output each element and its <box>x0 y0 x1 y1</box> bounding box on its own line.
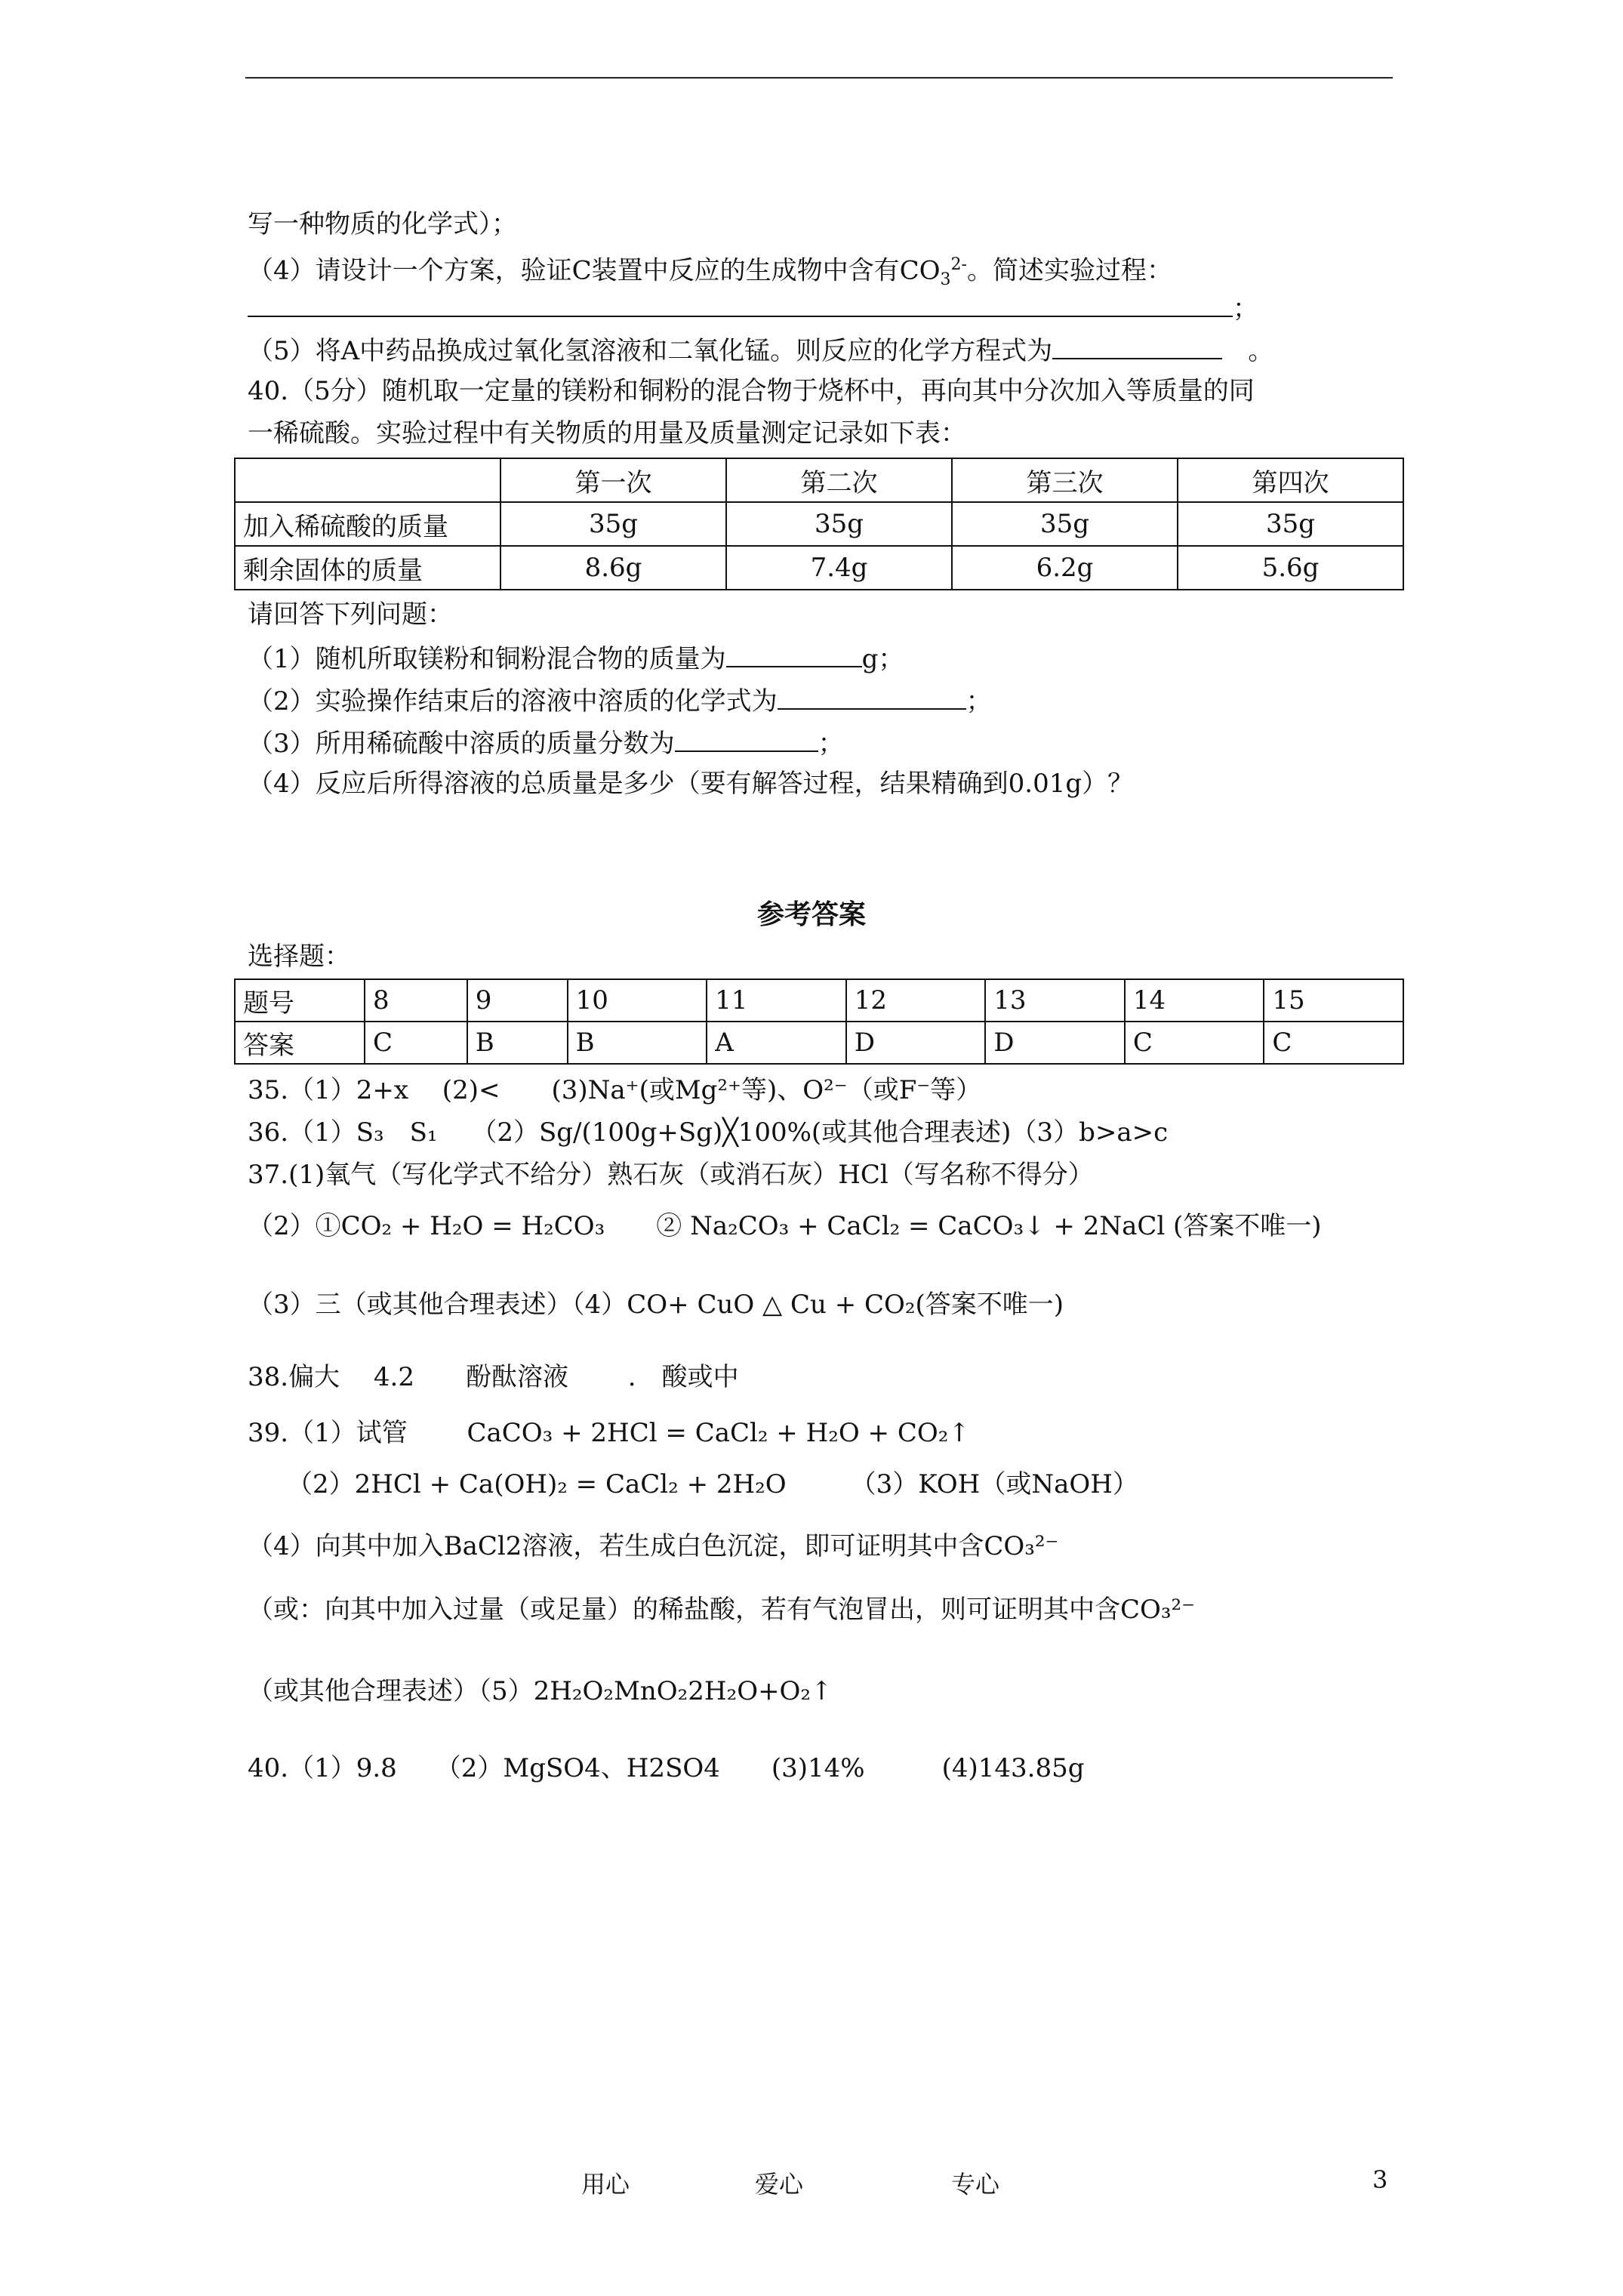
answer-line <box>248 290 1258 325</box>
table-row-header: 答案 <box>235 1022 365 1064</box>
answers-title: 参考答案 <box>756 898 866 930</box>
table-cell: D <box>985 1022 1125 1064</box>
table-cell: 8.6g <box>500 546 726 590</box>
table-cell: 10 <box>568 979 707 1022</box>
text-segment: （1）随机所取镁粉和铜粉混合物的质量为 <box>248 644 726 674</box>
table-cell: 5.6g <box>1178 546 1403 590</box>
table-cell: 14 <box>1125 979 1264 1022</box>
text-segment: 。 <box>1248 336 1274 366</box>
data-table <box>234 458 1404 590</box>
table-row-header: 加入稀硫酸的质量 <box>235 502 500 546</box>
table-row <box>235 979 1403 1022</box>
table-cell: B <box>467 1022 568 1064</box>
table-cell: 9 <box>467 979 568 1022</box>
sub-question-4: （4）反应后所得溶液的总质量是多少（要有解答过程，结果精确到0.01g）？ <box>248 769 1134 799</box>
text-line: 请回答下列问题： <box>248 599 453 630</box>
question-40: 40.（5分）随机取一定量的镁粉和铜粉的混合物于烧杯中，再向其中分次加入等质量的同 <box>248 376 1255 406</box>
text-segment: g； <box>861 644 904 674</box>
table-cell: C <box>1264 1022 1403 1064</box>
table-cell: B <box>568 1022 707 1064</box>
text-segment: ； <box>818 729 844 759</box>
text-segment: ； <box>1233 294 1258 324</box>
table-header-cell: 第三次 <box>952 458 1178 502</box>
table-row <box>235 458 1403 502</box>
table-cell: C <box>1125 1022 1264 1064</box>
page-number: 3 <box>1372 2165 1388 2194</box>
header-rule <box>245 77 1393 79</box>
table-cell: 8 <box>365 979 467 1022</box>
text-segment: 2H₂O+O₂↑ <box>688 1676 833 1706</box>
footer-item: 专心 <box>951 2170 1000 2199</box>
question-5 <box>248 332 1273 368</box>
answer-36: 36.（1）S₃ S₁ （2）Sg/(100g+Sg)╳100%(或其他合理表述)（3）b>a>c <box>248 1117 1169 1148</box>
sub-question-3 <box>248 725 844 760</box>
catalyst-label <box>614 1675 688 1708</box>
answer-39-part2: （2）2HCl + Ca(OH)₂ = CaCl₂ + 2H₂O （3）KOH（或NaOH） <box>287 1469 1138 1499</box>
answer-39: 39.（1）试管 CaCO₃ + 2HCl = CaCl₂ + H₂O + CO₂↑ <box>248 1418 970 1448</box>
answer-blank[interactable] <box>1052 332 1222 359</box>
footer-item: 爱心 <box>755 2170 804 2199</box>
table-header-cell: 第二次 <box>726 458 952 502</box>
table-header-cell: 第四次 <box>1178 458 1403 502</box>
table-cell: 12 <box>846 979 986 1022</box>
answer-37-part2: （2）①CO₂ + H₂O = H₂CO₃ ② Na₂CO₃ + CaCl₂ = CaCO₃↓ + 2NaCl (答案不唯一) <box>248 1211 1322 1241</box>
sub-question-2 <box>248 683 992 718</box>
text-line: 写一种物质的化学式）； <box>248 209 517 239</box>
table-row <box>235 546 1403 590</box>
table-header-cell: 第一次 <box>500 458 726 502</box>
table-row-header: 题号 <box>235 979 365 1022</box>
answer-blank[interactable] <box>726 640 862 667</box>
table-cell: C <box>365 1022 467 1064</box>
text-segment: 。简述实验过程： <box>966 255 1172 286</box>
text-segment: （或其他合理表述）（5）2H₂O₂ <box>248 1676 614 1706</box>
table-cell: 35g <box>726 502 952 546</box>
answer-40: 40.（1）9.8 （2）MgSO4、H2SO4 (3)14% (4)143.85g <box>248 1753 1085 1783</box>
answer-39-part5 <box>248 1675 833 1708</box>
answer-39-part3: （4）向其中加入BaCl2溶液，若生成白色沉淀，即可证明其中含CO₃²⁻ <box>248 1531 1059 1561</box>
text-segment: （2）实验操作结束后的溶液中溶质的化学式为 <box>248 686 778 717</box>
text-segment: （5）将A中药品换成过氧化氢溶液和二氧化锰。则反应的化学方程式为 <box>248 336 1053 366</box>
table-cell: 35g <box>500 502 726 546</box>
table-cell: 35g <box>952 502 1178 546</box>
subscript: 3 <box>940 270 951 290</box>
table-row <box>235 1022 1403 1064</box>
text-segment: （4）请设计一个方案，验证C装置中反应的生成物中含有CO <box>248 255 941 286</box>
table-cell: 35g <box>1178 502 1403 546</box>
answer-39-part4: （或：向其中加入过量（或足量）的稀盐酸，若有气泡冒出，则可证明其中含CO₃²⁻ <box>248 1595 1196 1625</box>
text-segment: ； <box>965 686 992 717</box>
catalyst-text: MnO₂ <box>614 1676 688 1706</box>
choice-label: 选择题： <box>248 942 350 972</box>
sub-question-1 <box>248 640 904 676</box>
answer-blank[interactable] <box>675 725 818 752</box>
table-cell: A <box>707 1022 846 1064</box>
answer-35: 35.（1）2+x (2)< (3)Na⁺(或Mg²⁺等)、O²⁻（或F⁻等） <box>248 1075 982 1105</box>
table-cell: 15 <box>1264 979 1403 1022</box>
answer-37: 37.(1)氧气（写化学式不给分）熟石灰（或消石灰）HCl（写名称不得分） <box>248 1160 1094 1190</box>
text-segment: （3）所用稀硫酸中溶质的质量分数为 <box>248 729 675 759</box>
superscript: 2- <box>950 255 967 274</box>
table-row-header: 剩余固体的质量 <box>235 546 500 590</box>
table-cell <box>235 458 500 502</box>
table-row <box>235 502 1403 546</box>
table-cell: D <box>846 1022 986 1064</box>
answer-blank[interactable] <box>248 290 1233 317</box>
answer-38: 38.偏大 4.2 酚酞溶液 . 酸或中 <box>248 1362 739 1392</box>
text-line: 一稀硫酸。实验过程中有关物质的用量及质量测定记录如下表： <box>248 418 966 448</box>
table-cell: 6.2g <box>952 546 1178 590</box>
table-cell: 13 <box>985 979 1125 1022</box>
footer-item: 用心 <box>581 2170 630 2199</box>
table-cell: 11 <box>707 979 846 1022</box>
table-cell: 7.4g <box>726 546 952 590</box>
answer-key-table <box>234 978 1404 1065</box>
answer-37-part3: （3）三（或其他合理表述）（4）CO+ CuO △ Cu + CO₂(答案不唯一) <box>248 1290 1064 1320</box>
answer-blank[interactable] <box>778 683 966 710</box>
